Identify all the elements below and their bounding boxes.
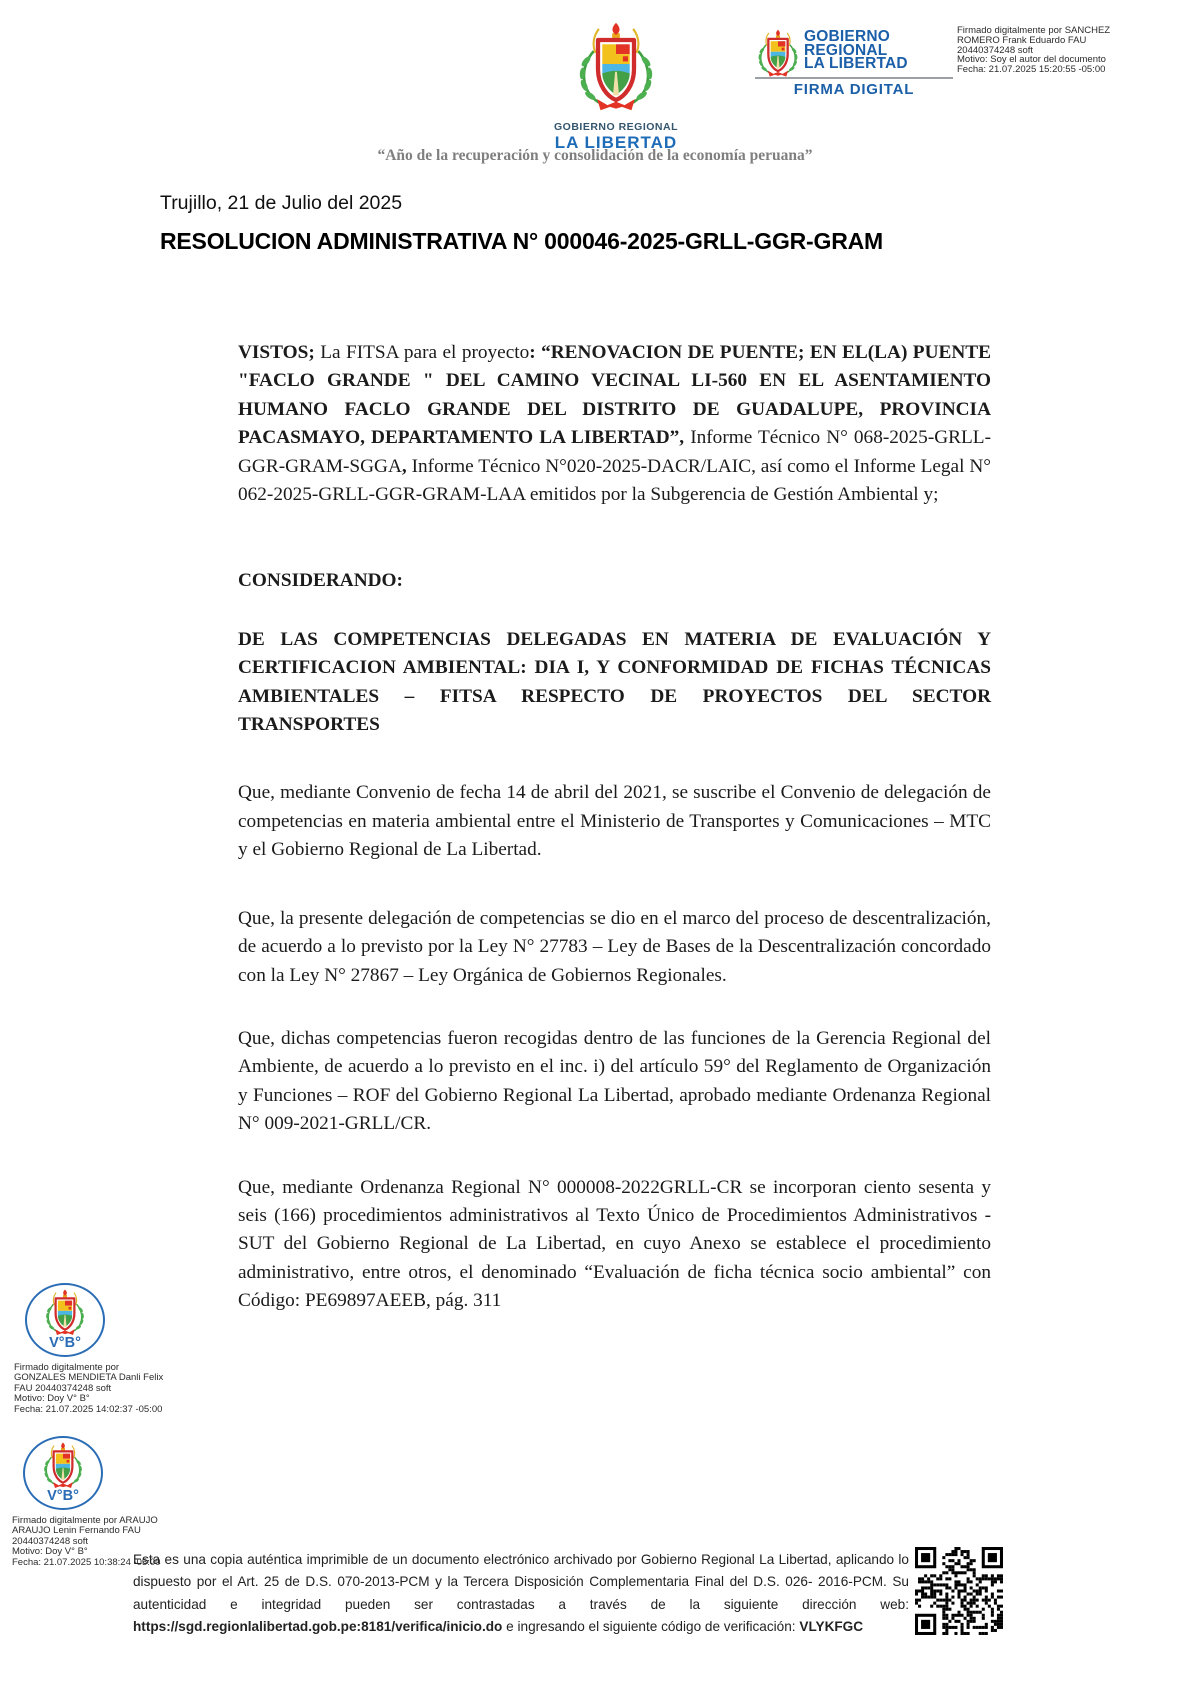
place-date: Trujillo, 21 de Julio del 2025 — [160, 192, 403, 214]
paragraph-descentralizacion: Que, la presente delegación de competencias se dio en el marco del proceso de descentralización, de acuerdo a lo previsto por la Ley N° 27783 – Ley de Bases de la Descentralización concordado con la Ley N° 27867 – Ley Orgánica de Gobiernos Regionales. — [238, 907, 991, 986]
paragraph-rof: Que, dichas competencias fueron recogidas dentro de las funciones de la Gerencia Regional del Ambiente, de acuerdo a lo previsto en el inc. i) del artículo 59° del Reglamento de Organización y Funciones – ROF del Gobierno Regional La Libertad, aprobado mediante Ordenanza Regional N° 009-2021-GRLL/CR. — [238, 1027, 991, 1135]
firma-divider — [755, 77, 953, 79]
paragraph-considerando: CONSIDERANDO: — [238, 570, 403, 592]
vobo-text: V°B° — [49, 1335, 81, 1351]
paragraph-competencias: DE LAS COMPETENCIAS DELEGADAS EN MATERIA DE EVALUACIÓN Y CERTIFICACION AMBIENTAL: DIA I, Y CONFORMIDAD DE FICHAS TÉCNICAS AMBIENTALES – FITSA RESPECTO DE PROYECTOS DEL SECTOR TRANSPORTES — [238, 628, 991, 736]
vobo-seal-icon — [23, 1436, 103, 1510]
verification-note: Esta es una copia auténtica imprimible de un documento electrónico archivado por Gobierno Regional La Libertad, aplicando lo dispuesto por el Art. 25 de D.S. 070-2013-PCM y la Tercera Disposición Complementaria Final del D.S. 026- 2016-PCM. Su autenticidad e integridad pueden ser contrastadas a través de la siguiente dirección web: https://sgd.regionlalibertad.gob.pe:8181/verifica/inicio.do e ingresando el siguiente código de verificación: VLYKFGC — [133, 1552, 909, 1634]
org-name-line1: GOBIERNO REGIONAL — [553, 121, 678, 133]
stamp-signature-text: Firmado digitalmente por GONZALES MENDIETA Danli Felix FAU 20440374248 soft Motivo: Doy V° B° Fecha: 21.07.2025 14:02:37 -05:00 — [14, 1362, 164, 1415]
resolution-title: RESOLUCION ADMINISTRATIVA N° 000046-2025-GRLL-GGR-GRAM — [160, 228, 883, 254]
paragraph-convenio: Que, mediante Convenio de fecha 14 de abril del 2021, se suscribe el Convenio de delegación de competencias en materia ambiental entre el Ministerio de Transportes y Comunicaciones – MTC y el Gobierno Regional de La Libertad. — [238, 782, 991, 861]
paragraph-vistos: VISTOS; La FITSA para el proyecto: “RENOVACION DE PUENTE; EN EL(LA) PUENTE "FACLO GRANDE " DEL CAMINO VECINAL LI-560 EN EL ASENTAMIENTO HUMANO FACLO GRANDE DEL DISTRITO DE GUADALUPE, PROVINCIA PACASMAYO, DEPARTAMENTO LA LIBERTAD”, Informe Técnico N° 068-2025-GRLL-GGR-GRAM-SGGA, Informe Técnico N°020-2025-DACR/LAIC, así como el Informe Legal N° 062-2025-GRLL-GGR-GRAM-LAA emitidos por la Subgerencia de Gestión Ambiental y; — [238, 342, 992, 506]
firma-org-line3: LA LIBERTAD — [804, 55, 908, 72]
firma-digital-label: FIRMA DIGITAL — [793, 81, 915, 98]
stamp-signature-text: Firmado digitalmente por ARAUJO ARAUJO Lenin Fernando FAU 20440374248 soft Motivo: Doy V° B° Fecha: 21.07.2025 10:38:24 -05:00 — [12, 1515, 161, 1568]
firma-org-name — [804, 30, 934, 71]
vobo-text: V°B° — [47, 1488, 79, 1504]
year-motto: “Año de la recuperación y consolidación de la economía peruana” — [377, 147, 813, 164]
qr-code — [915, 1547, 1003, 1635]
header-logo — [516, 22, 716, 153]
vobo-stamp-1 — [14, 1283, 200, 1415]
coat-of-arms-icon-small — [755, 28, 801, 82]
paragraph-ordenanza: Que, mediante Ordenanza Regional N° 000008-2022GRLL-CR se incorporan ciento sesenta y seis (166) procedimientos administrativos al Texto Único de Procedimientos Administrativos -SUT del Gobierno Regional de La Libertad, en cuyo Anexo se establece el procedimiento administrativo, entre otros, el denominado “Evaluación de ficha técnica socio ambiental” con Código: PE69897AEEB, pág. 311 — [238, 1176, 991, 1312]
firma-org-line2: REGIONAL — [804, 41, 888, 59]
org-name-line2: LA LIBERTAD — [554, 133, 678, 152]
digital-signature-text: Firmado digitalmente por SANCHEZ ROMERO Frank Eduardo FAU 20440374248 soft Motivo: Soy el autor del documento Fecha: 21.07.2025 15:20:55 -05:00 — [957, 25, 1111, 76]
vobo-seal-icon — [25, 1283, 105, 1357]
coat-of-arms-icon-seal — [33, 1442, 93, 1492]
coat-of-arms-icon — [564, 22, 668, 118]
coat-of-arms-icon-seal — [35, 1289, 95, 1339]
firma-org-line1: GOBIERNO — [804, 28, 890, 45]
resolution-body — [238, 339, 991, 1316]
